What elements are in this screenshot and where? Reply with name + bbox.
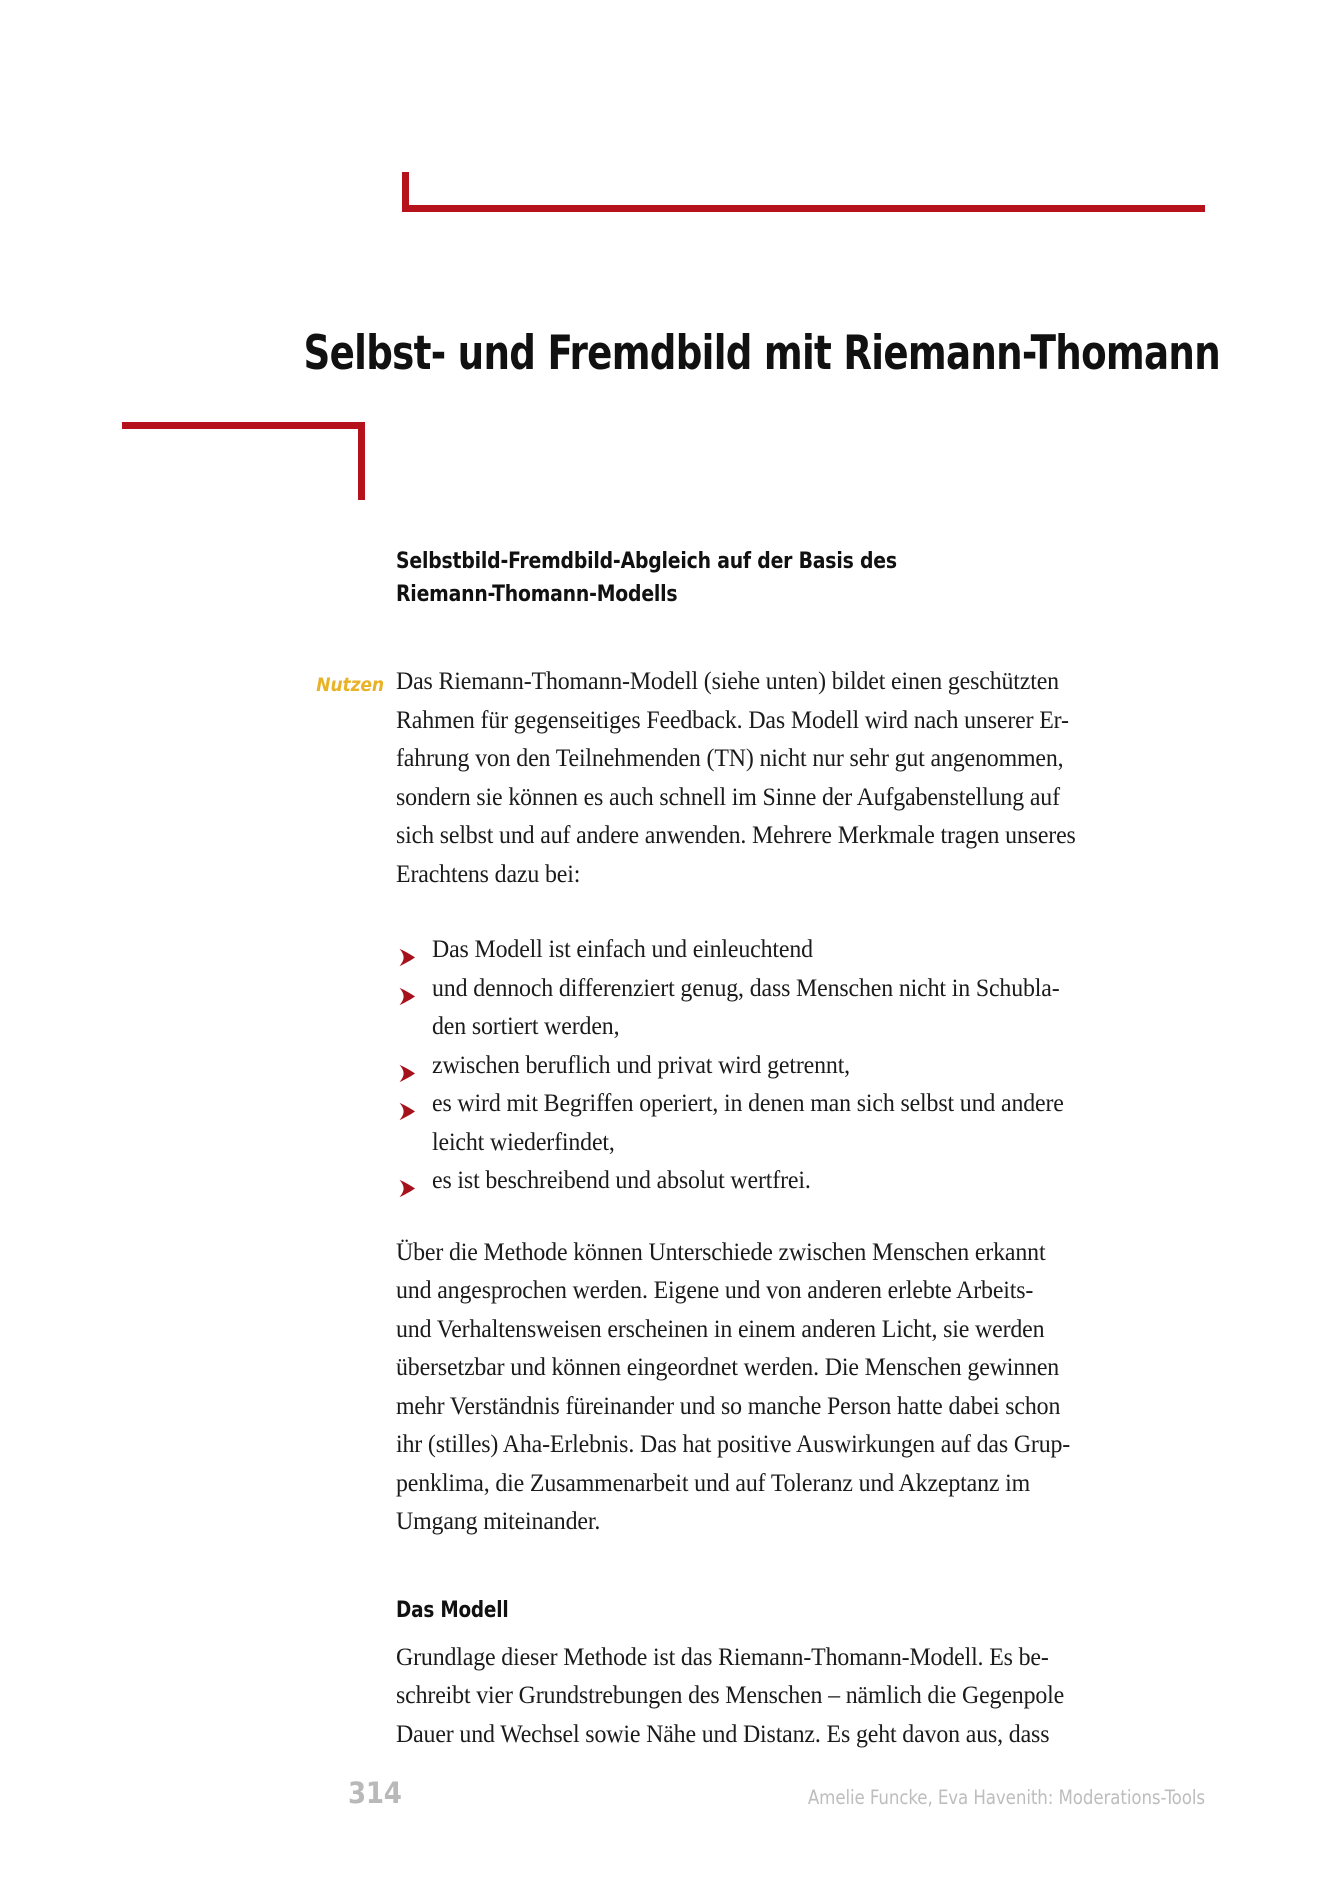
paragraph-line: sich selbst und auf andere anwenden. Mehrere Merkmale tragen unseres <box>396 822 1076 849</box>
footer-credit: Amelie Funcke, Eva Havenith: Moderations-Tools <box>807 1786 1205 1809</box>
list-item-line: den sortiert werden, <box>432 1013 620 1040</box>
paragraph-line: Rahmen für gegenseitiges Feedback. Das Modell wird nach unserer Er- <box>396 706 1069 734</box>
list-item-line: und dennoch differenziert genug, dass Menschen nicht in Schubla- <box>432 974 1060 1002</box>
list-item-line: zwischen beruflich und privat wird getrennt, <box>432 1051 851 1079</box>
paragraph-line: Umgang miteinander. <box>396 1508 601 1535</box>
paragraph-line: mehr Verständnis füreinander und so manche Person hatte dabei schon <box>396 1392 1061 1420</box>
feature-bullet-list <box>396 931 1216 1201</box>
list-item <box>396 1047 1216 1086</box>
list-item-line: es wird mit Begriffen operiert, in denen man sich selbst und andere <box>432 1090 1064 1117</box>
paragraph-line: und Verhaltensweisen erscheinen in einem anderen Licht, sie werden <box>396 1315 1045 1343</box>
footer-page-number: 314 <box>348 1776 402 1810</box>
page-title: Selbst- und Fremdbild mit Riemann-Thomann <box>303 326 1220 382</box>
paragraph-line: schreibt vier Grundstrebungen des Menschen – nämlich die Gegenpole <box>396 1682 1065 1709</box>
content-column <box>316 545 1216 1754</box>
paragraph-intro <box>316 663 1216 894</box>
paragraph-model <box>396 1639 1216 1755</box>
list-item-line: Das Modell ist einfach und einleuchtend <box>432 936 813 963</box>
arrow-bullet-icon <box>398 1057 416 1076</box>
arrow-bullet-icon <box>398 1095 416 1114</box>
paragraph-line: ihr (stilles) Aha-Erlebnis. Das hat positive Auswirkungen auf das Grup- <box>396 1431 1071 1458</box>
decorative-rule-mid-horizontal <box>122 422 365 429</box>
paragraph-line: Dauer und Wechsel sowie Nähe und Distanz. Es geht davon aus, dass <box>396 1720 1050 1748</box>
arrow-bullet-icon <box>398 1172 416 1191</box>
decorative-rule-top-horizontal <box>402 205 1205 212</box>
paragraph-line: Erachtens dazu bei: <box>396 860 581 888</box>
list-item-line: es ist beschreibend und absolut wertfrei. <box>432 1167 811 1194</box>
list-item <box>396 970 1216 1047</box>
paragraph-line: übersetzbar und können eingeordnet werden. Die Menschen gewinnen <box>396 1354 1060 1381</box>
paragraph-line: Über die Methode können Unterschiede zwischen Menschen erkannt <box>396 1238 1046 1266</box>
paragraph-line: fahrung von den Teilnehmenden (TN) nicht nur sehr gut angenommen, <box>396 745 1064 772</box>
decorative-rule-mid-vertical <box>358 422 365 500</box>
paragraph-line: und angesprochen werden. Eigene und von anderen erlebte Arbeits- <box>396 1277 1034 1304</box>
paragraph-line: sondern sie können es auch schnell im Sinne der Aufgabenstellung auf <box>396 783 1060 811</box>
arrow-bullet-icon <box>398 980 416 999</box>
paragraph-line: Das Riemann-Thomann-Modell (siehe unten) bildet einen geschützten <box>396 668 1059 695</box>
subheading-line-1: Selbstbild-Fremdbild-Abgleich auf der Basis des <box>396 548 897 574</box>
list-item <box>396 1085 1216 1162</box>
list-item <box>396 931 1216 970</box>
section-heading-das-modell: Das Modell <box>396 1597 509 1623</box>
paragraph-method <box>396 1234 1216 1542</box>
subheading-line-2: Riemann-Thomann-Modells <box>396 581 678 607</box>
paragraph-line: penklima, die Zusammenarbeit und auf Toleranz und Akzeptanz im <box>396 1469 1031 1497</box>
list-item <box>396 1162 1216 1201</box>
arrow-bullet-icon <box>398 941 416 960</box>
paragraph-line: Grundlage dieser Methode ist das Riemann-Thomann-Modell. Es be- <box>396 1643 1049 1671</box>
margin-note-nutzen: Nutzen <box>316 674 384 696</box>
list-item-line: leicht wiederfindet, <box>432 1128 615 1156</box>
subheading <box>396 545 1159 611</box>
